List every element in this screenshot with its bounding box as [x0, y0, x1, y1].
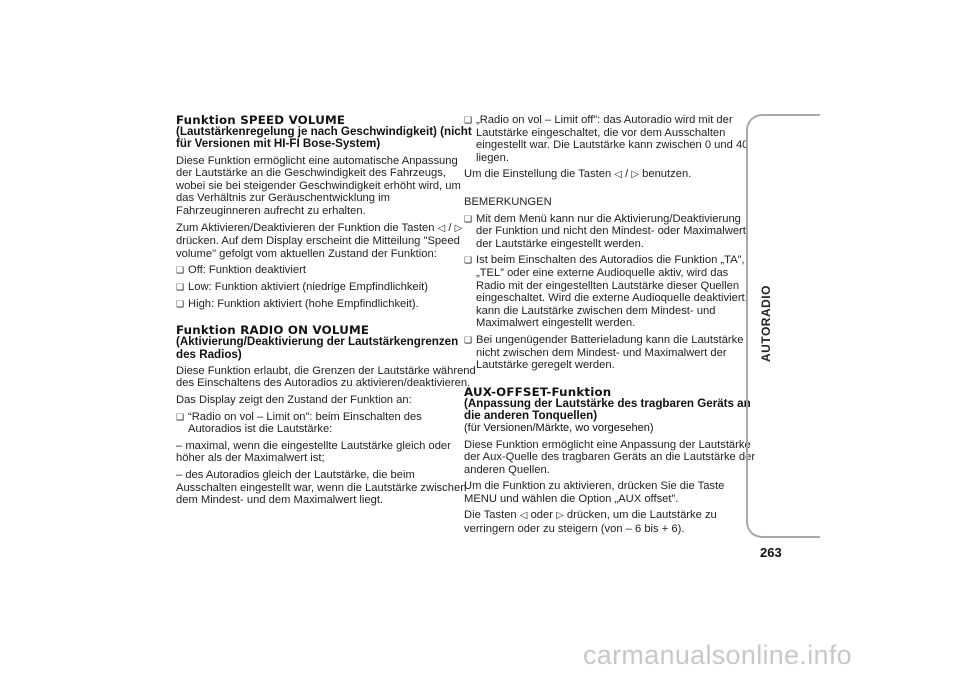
speed-volume-heading: Funktion SPEED VOLUME (Lautstärkenregelung je nach Geschwindigkeit) (nicht für Versionen mit HI-FI Bose-System): [176, 113, 472, 151]
limit-on-item: ❑ “Radio on vol – Limit on”: beim Einschalten des Autoradios ist die Lautstärke:: [176, 411, 476, 436]
aux-offset-description: Diese Funktion ermöglicht eine Anpassung der Lautstärke der Aux-Quelle des tragbaren Geräts an die Lautstärke der anderen Quellen.: [464, 438, 756, 476]
right-arrow-key-icon: ▷: [631, 169, 640, 181]
note-item: ❑ Mit dem Menü kann nur die Aktivierung/Deaktivierung der Funktion und nicht den Mindest- oder Maximalwert der Lautstärke eingestellt werden.: [464, 213, 756, 251]
right-arrow-key-icon: ▷: [454, 222, 463, 234]
aux-offset-activation: Um die Funktion zu aktivieren, drücken Sie die Taste MENU und wählen die Option „AUX offset”.: [464, 480, 725, 505]
limit-off-item: ❑ „Radio on vol – Limit off”: das Autoradio wird mit der Lautstärke eingeschaltet, die vor dem Ausschalten eingestellt war. Die Lautstärke kann zwischen 0 und 40 liegen.: [464, 114, 756, 164]
setting-keys-instruction: Um die Einstellung die Tasten ◁ / ▷ benutzen.: [464, 168, 692, 181]
aux-offset-adjust: Die Tasten ◁ oder ▷ drücken, um die Lautstärke zu verringern oder zu steigern (von – 6 bis + 6).: [464, 509, 717, 536]
page-number: 263: [760, 545, 782, 560]
right-arrow-key-icon: ▷: [556, 510, 564, 522]
option-low: ❑ Low: Funktion aktiviert (niedrige Empfindlichkeit): [176, 281, 476, 294]
chapter-tab-label: AUTORADIO: [759, 285, 773, 362]
radio-on-volume-heading: Funktion RADIO ON VOLUME (Aktivierung/Deaktivierung der Lautstärkengrenzen des Radios): [176, 323, 459, 361]
limit-on-max: – maximal, wenn die eingestellte Lautstärke gleich oder höher als der Maximalwert ist;: [176, 439, 451, 465]
left-arrow-key-icon: ◁: [614, 169, 622, 181]
left-arrow-key-icon: ◁: [519, 510, 528, 522]
notes-title: BEMERKUNGEN: [464, 195, 552, 208]
limit-on-range: – des Autoradios gleich der Lautstärke, die beim Ausschalten eingestellt war, wenn die Lautstärke zwischen dem Mindest- und dem Maximalwert liegt.: [176, 468, 467, 507]
aux-offset-heading: AUX-OFFSET-Funktion (Anpassung der Lautstärke des tragbaren Geräts an die anderen Tonquellen) (für Versionen/Märkte, wo vorgesehen): [464, 384, 751, 435]
speed-volume-instruction: Zum Aktivieren/Deaktivieren der Funktion die Tasten ◁ / ▷ drücken. Auf dem Display erscheint die Mitteilung "Speed volume" gefolgt vom aktuellen Zustand der Funktion:: [176, 221, 463, 260]
right-column: [464, 114, 756, 536]
option-off: ❑ Off: Funktion deaktiviert: [176, 264, 476, 277]
radio-on-volume-display: Das Display zeigt den Zustand der Funktion an:: [176, 393, 412, 406]
watermark: carmanualsonline.info: [583, 640, 852, 670]
radio-on-volume-description: Diese Funktion erlaubt, die Grenzen der Lautstärke während des Einschaltens des Autoradios zu aktivieren/deaktivieren.: [176, 364, 476, 390]
speed-volume-description: Diese Funktion ermöglicht eine automatische Anpassung der Lautstärke an die Geschwindigkeit des Fahrzeugs, wobei sie bei steigender Geschwindigkeit erhöht wird, um das Verhältnis zur Geräuschentwicklung im Fahrzeuginneren aufrecht zu erhalten.: [176, 154, 461, 217]
left-arrow-key-icon: ◁: [437, 222, 446, 234]
note-item: ❑ Ist beim Einschalten des Autoradios die Funktion „TA”, „TEL” oder eine externe Audioquelle aktiv, wird das Radio mit der eingestellten Lautstärke dieser Quellen eingeschaltet. Wird die externe Audioquelle deaktiviert, kann die Lautstärke zwischen dem Mindest- und Maximalwert eingestellt werden.: [464, 254, 756, 330]
chapter-tab: [746, 114, 820, 538]
left-column: [176, 114, 476, 507]
note-item: ❑ Bei ungenügender Batterieladung kann die Lautstärke nicht zwischen dem Mindest- und Maximalwert der Lautstärke geregelt werden.: [464, 334, 756, 372]
option-high: ❑ High: Funktion aktiviert (hohe Empfindlichkeit).: [176, 298, 476, 311]
